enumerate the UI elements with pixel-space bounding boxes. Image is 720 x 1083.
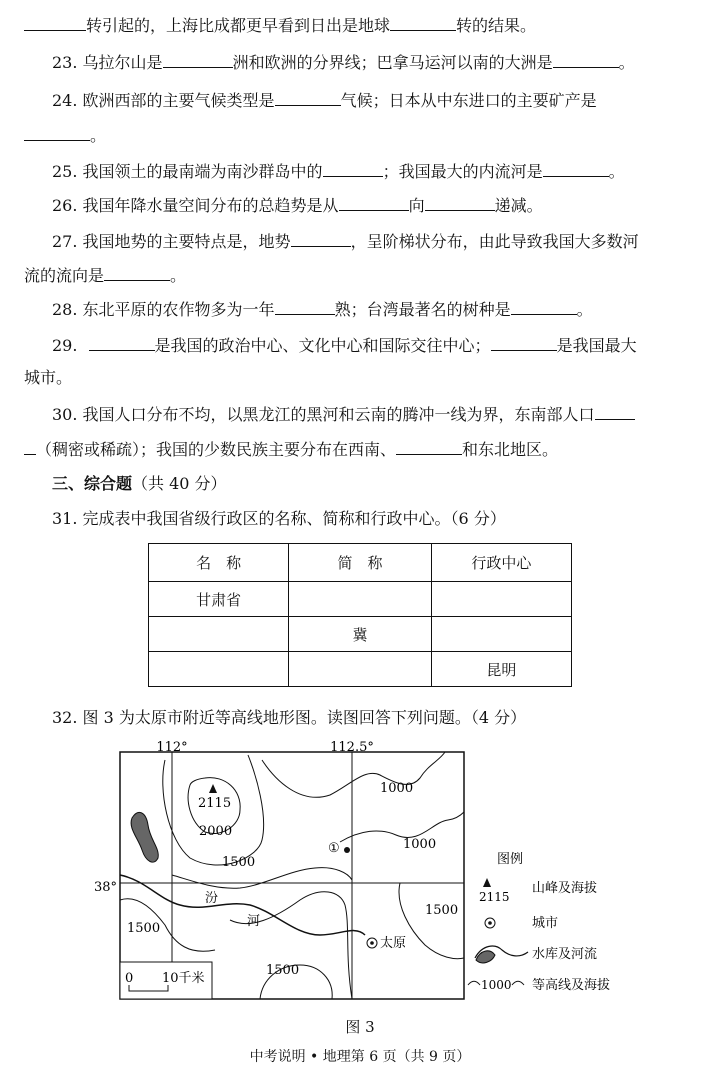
contour-1500 bbox=[399, 883, 464, 959]
question-number: 24. bbox=[52, 91, 78, 110]
answer-blank[interactable] bbox=[275, 297, 335, 315]
scale-distance: 10千米 bbox=[162, 971, 205, 986]
question-number: 25. bbox=[52, 162, 78, 181]
contour-line bbox=[172, 868, 352, 889]
point-1-label: ① bbox=[328, 841, 340, 856]
contour-1000 bbox=[262, 752, 445, 797]
question-number: 30. bbox=[52, 405, 78, 424]
question-30-cont: （稠密或稀疏）；我国的少数民族主要分布在西南、 和东北地区。 bbox=[0, 437, 720, 461]
answer-blank[interactable] bbox=[291, 229, 351, 247]
legend-contour-line bbox=[512, 981, 524, 985]
city-label: 太原 bbox=[380, 936, 407, 951]
section-title: 三、综合题（共 40 分） bbox=[52, 474, 227, 493]
answer-blank[interactable] bbox=[390, 13, 456, 31]
question-number: 26. bbox=[52, 196, 78, 215]
scale-zero: 0 bbox=[125, 971, 134, 986]
point-1-marker bbox=[344, 847, 350, 853]
table-header-row bbox=[149, 544, 572, 582]
peak-icon bbox=[209, 784, 217, 793]
contour-label: 1500 bbox=[266, 963, 300, 978]
answer-blank[interactable] bbox=[24, 13, 86, 31]
table-cell[interactable] bbox=[431, 617, 571, 652]
answer-blank[interactable] bbox=[339, 193, 409, 211]
reservoir bbox=[131, 812, 158, 862]
question-32: 32. 图 3 为太原市附近等高线地形图。读图回答下列问题。（4 分） bbox=[52, 708, 527, 727]
city-icon-dot bbox=[370, 941, 374, 945]
answer-blank[interactable] bbox=[275, 88, 341, 106]
question-22-continuation: 转引起的，上海比成都更早看到日出是地球 转的结果。 bbox=[0, 13, 720, 37]
page-footer: 中考说明 • 地理第 6 页（共 9 页） bbox=[249, 1049, 471, 1065]
contour-map bbox=[0, 735, 720, 1015]
question-28: 28. 东北平原的农作物多为一年 熟；台湾最著名的树种是 。 bbox=[0, 297, 720, 321]
province-table bbox=[148, 543, 572, 687]
question-29: 29. 是我国的政治中心、文化中心和国际交往中心； 是我国最大 bbox=[0, 333, 720, 357]
question-number: 31. bbox=[52, 509, 78, 528]
question-26: 26. 我国年降水量空间分布的总趋势是从 向 递减。 bbox=[0, 193, 720, 217]
question-number: 32. bbox=[52, 708, 78, 727]
answer-blank[interactable] bbox=[396, 437, 462, 455]
question-24-cont: 。 bbox=[0, 123, 720, 147]
answer-blank[interactable] bbox=[553, 50, 619, 68]
legend-contour-number: 1000 bbox=[481, 978, 512, 992]
question-29-cont: 城市。 bbox=[24, 368, 73, 387]
answer-blank[interactable] bbox=[425, 193, 495, 211]
contour-label: 1500 bbox=[127, 921, 161, 936]
answer-blank[interactable] bbox=[104, 263, 170, 281]
table-row bbox=[149, 652, 572, 687]
figure-caption: 图 3 bbox=[345, 1018, 375, 1036]
question-31: 31. 完成表中我国省级行政区的名称、简称和行政中心。（6 分） bbox=[52, 509, 506, 528]
question-30: 30. 我国人口分布不均，以黑龙江的黑河和云南的腾冲一线为界，东南部人口 bbox=[0, 402, 720, 426]
legend-city-label: 城市 bbox=[532, 916, 559, 931]
question-23: 23. 乌拉尔山是 洲和欧洲的分界线；巴拿马运河以南的大洲是 。 bbox=[0, 50, 720, 74]
legend-peak-label: 山峰及海拔 bbox=[532, 881, 598, 896]
table-cell: 昆明 bbox=[431, 652, 571, 687]
legend-city-dot bbox=[488, 921, 492, 925]
longitude-label: 112° bbox=[156, 740, 188, 755]
table-header: 行政中心 bbox=[431, 544, 571, 582]
table-header: 名 称 bbox=[149, 544, 289, 582]
table-cell[interactable] bbox=[289, 582, 431, 617]
table-row bbox=[149, 582, 572, 617]
table-cell: 冀 bbox=[289, 617, 431, 652]
river-label: 河 bbox=[247, 914, 261, 929]
contour-label: 2000 bbox=[199, 824, 233, 839]
question-25: 25. 我国领土的最南端为南沙群岛中的 ；我国最大的内流河是 。 bbox=[0, 159, 720, 183]
answer-blank[interactable] bbox=[543, 159, 609, 177]
legend-contour-line bbox=[468, 981, 480, 985]
answer-blank[interactable] bbox=[24, 437, 36, 455]
question-27: 27. 我国地势的主要特点是，地势 ，呈阶梯状分布，由此导致我国大多数河 bbox=[0, 229, 720, 253]
table-cell[interactable] bbox=[149, 617, 289, 652]
question-number: 28. bbox=[52, 300, 78, 319]
contour-line bbox=[230, 892, 352, 999]
table-cell[interactable] bbox=[149, 652, 289, 687]
answer-blank[interactable] bbox=[89, 333, 155, 351]
question-number: 23. bbox=[52, 53, 78, 72]
peak-elevation: 2115 bbox=[198, 796, 232, 811]
contour-label: 1000 bbox=[380, 781, 414, 796]
river-label: 汾 bbox=[205, 891, 219, 906]
table-header: 简 称 bbox=[289, 544, 431, 582]
legend-contour-label: 等高线及海拔 bbox=[532, 978, 611, 993]
contour-label: 1500 bbox=[222, 855, 256, 870]
table-cell: 甘肃省 bbox=[149, 582, 289, 617]
answer-blank[interactable] bbox=[595, 402, 635, 420]
table-row bbox=[149, 617, 572, 652]
longitude-label: 112.5° bbox=[330, 740, 374, 755]
legend-peak-icon bbox=[483, 878, 491, 887]
legend-peak-number: 2115 bbox=[479, 890, 510, 904]
question-number: 27. bbox=[52, 232, 78, 251]
answer-blank[interactable] bbox=[323, 159, 383, 177]
table-cell[interactable] bbox=[289, 652, 431, 687]
legend-title: 图例 bbox=[497, 852, 524, 867]
question-number: 29. bbox=[52, 336, 78, 355]
contour-1000 bbox=[340, 812, 464, 842]
latitude-label: 38° bbox=[93, 880, 117, 895]
answer-blank[interactable] bbox=[24, 123, 90, 141]
table-cell[interactable] bbox=[431, 582, 571, 617]
question-27-cont: 流的流向是 。 bbox=[0, 263, 720, 287]
answer-blank[interactable] bbox=[491, 333, 557, 351]
answer-blank[interactable] bbox=[163, 50, 233, 68]
contour-label: 1500 bbox=[425, 903, 459, 918]
question-24: 24. 欧洲西部的主要气候类型是 气候；日本从中东进口的主要矿产是 bbox=[0, 88, 720, 112]
legend-river-label: 水库及河流 bbox=[532, 947, 598, 962]
contour-label: 1000 bbox=[403, 837, 437, 852]
answer-blank[interactable] bbox=[511, 297, 577, 315]
